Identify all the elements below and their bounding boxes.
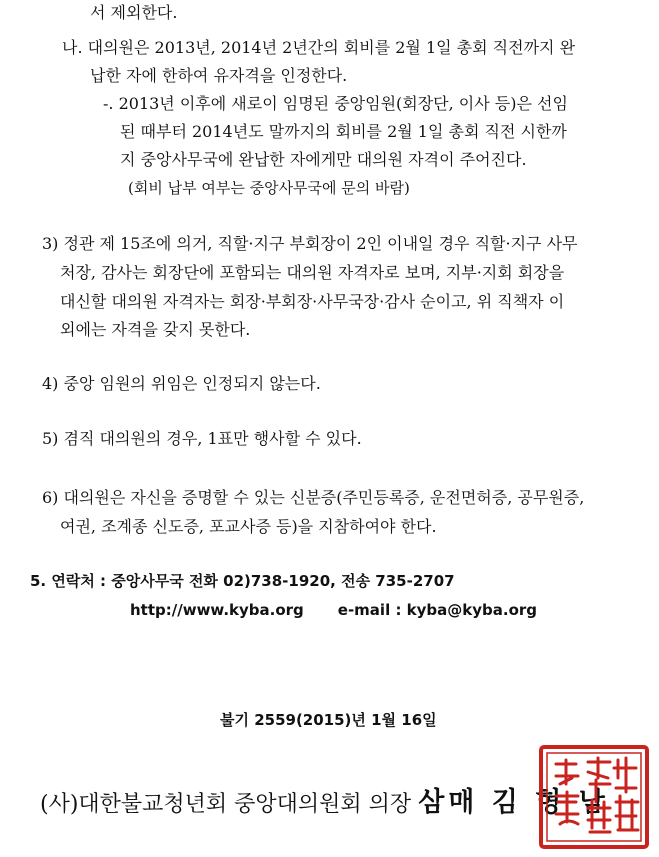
contact-heading: 5. 연락처 : 중앙사무국 전화 02)738-1920, 전송 735-2707: [30, 572, 455, 590]
item-6-line: 6) 대의원은 자신을 증명할 수 있는 신분증(주민등록증, 운전면허증, 공무원증,: [42, 488, 585, 507]
body-line: -. 2013년 이후에 새로이 임명된 중앙임원(회장단, 이사 등)은 선임: [103, 94, 568, 113]
body-line: 서 제외한다.: [90, 3, 178, 22]
body-line: 나. 대의원은 2013년, 2014년 2년간의 회비를 2월 1일 총회 직전까지 완: [62, 38, 576, 57]
website-link[interactable]: http://www.kyba.org: [130, 601, 304, 619]
signature-line: [40, 788, 609, 820]
item-4-line: 4) 중앙 임원의 위임은 인정되지 않는다.: [42, 374, 321, 393]
item-3-line: 처장, 감사는 회장단에 포함되는 대의원 자격자로 보며, 지부·지회 회장을: [60, 263, 565, 282]
issue-date: 불기 2559(2015)년 1월 16일: [220, 711, 437, 729]
body-line: 납한 자에 한하여 유자격을 인정한다.: [90, 66, 348, 85]
item-3-line: 외에는 자격을 갖지 못한다.: [60, 320, 251, 339]
official-seal-stamp: [538, 744, 650, 850]
item-3-line: 대신할 대의원 자격자는 회장·부회장·사무국장·감사 순이고, 위 직책자 이: [60, 292, 565, 311]
body-line: 지 중앙사무국에 완납한 자에게만 대의원 자격이 주어진다.: [120, 150, 527, 169]
item-3-line: 3) 정관 제 15조에 의거, 직할·지구 부회장이 2인 이내일 경우 직할·지구 사무: [42, 234, 578, 253]
body-line: 된 때부터 2014년도 말까지의 회비를 2월 1일 총회 직전 시한까: [120, 122, 567, 141]
signer-title: (사)대한불교청년회 중앙대의원회 의장: [40, 792, 412, 817]
contact-web-line: [130, 600, 537, 620]
email-link[interactable]: e-mail : kyba@kyba.org: [337, 601, 538, 619]
item-5-line: 5) 겸직 대의원의 경우, 1표만 행사할 수 있다.: [42, 429, 362, 448]
signer-name: 삼매 김 형 남: [418, 787, 609, 818]
item-6-line: 여권, 조계종 신도증, 포교사증 등)을 지참하여야 한다.: [60, 517, 437, 536]
note-line: (회비 납부 여부는 중앙사무국에 문의 바람): [128, 179, 410, 197]
